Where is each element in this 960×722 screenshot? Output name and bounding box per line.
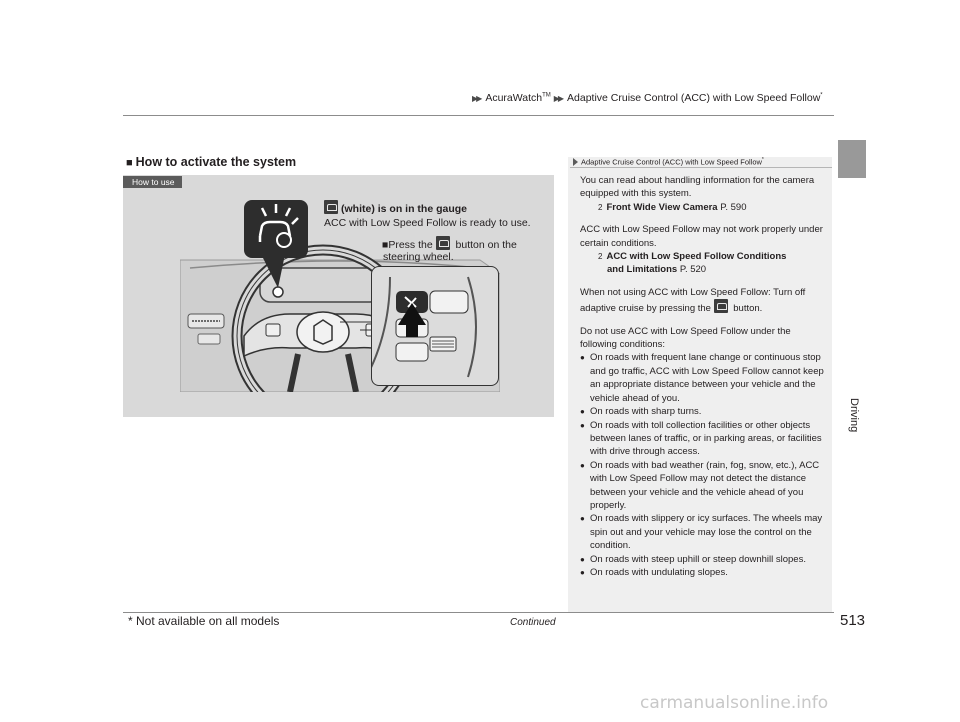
watermark: carmanualsonline.info [640,693,829,713]
section-square-icon: ■ [126,157,133,169]
reference-arrow-icon: 2 [598,202,603,212]
note-p3-after: button. [733,303,763,315]
list-item: ● On roads with steep uphill or steep downhill slopes. [580,553,828,566]
note-heading-text: Adaptive Cruise Control (ACC) with Low Speed Follow [581,157,762,167]
footnote: * Not available on all models [128,614,280,628]
list-item: ● On roads with toll collection facilities or other objects between lanes of traffic, or in parking areas, or facilities with drive through access. [580,419,828,459]
list-item: ● On roads with undulating slopes. [580,566,828,579]
note-p3-before: When not using ACC with Low Speed Follow: Turn off adaptive cruise by pressing the [580,286,806,315]
gauge-indicator-note [324,200,531,230]
gauge-note-line-2: ACC with Low Speed Follow is ready to use. [324,217,531,229]
acc-indicator-icon [324,200,338,214]
ref-title[interactable]: ACC with Low Speed Follow Conditions [606,251,787,263]
note-paragraph-3 [580,286,828,316]
note-paragraph-1 [580,174,828,214]
section-title-text: How to activate the system [135,155,297,169]
note-body [580,174,828,579]
list-item: ● On roads with sharp turns. [580,405,828,418]
ref-acc-conditions[interactable] [580,250,828,263]
ref-acc-conditions-cont[interactable] [580,263,828,276]
note-heading [573,157,764,167]
page-number: 513 [840,612,866,629]
ref-page[interactable]: P. 520 [679,264,707,276]
note-heading-divider [570,167,832,168]
breadcrumb-item-acc[interactable]: Adaptive Cruise Control (ACC) with Low Speed Follow [567,92,821,104]
section-title [126,155,296,169]
ref-title-cont[interactable]: and Limitations [607,264,678,276]
breadcrumb-arrow-icon: ▶▶ [553,94,563,103]
gauge-note-bold: (white) is on in the gauge [341,203,467,215]
breadcrumb-item-acurawatch[interactable]: AcuraWatch [485,92,543,104]
footer-divider [123,612,834,613]
list-item: ● On roads with bad weather (rain, fog, snow, etc.), ACC with Low Speed Follow may not detect the distance between your vehicle and the vehicle ahead of you properly. [580,459,828,513]
list-item: ● On roads with slippery or icy surfaces. The wheels may spin out and your vehicle may lose the control on the condition. [580,512,828,552]
chapter-tab-label: Driving [848,398,860,433]
acc-button-inset [371,266,499,386]
press-note-before: Press the [388,239,433,251]
note-p1-text: You can read about handling information for the camera equipped with this system. [580,175,815,200]
press-note-square: ■ [382,239,389,251]
press-note-line-1 [382,236,517,251]
note-paragraph-4: Do not use ACC with Low Speed Follow under the following conditions: [580,325,791,351]
condition-list [580,351,828,579]
trademark-mark: TM [542,92,551,99]
ref-title[interactable]: Front Wide View Camera [606,201,718,213]
note-p2-text: ACC with Low Speed Follow may not work properly under certain conditions. [580,224,823,249]
gauge-note-line-1 [324,200,531,216]
how-to-use-tag: How to use [123,176,182,188]
note-asterisk: * [761,157,764,163]
chapter-tab-marker [838,140,866,178]
press-note-after: button on the [455,239,517,251]
press-note-line-2: steering wheel. [383,251,454,263]
acc-button-closeup [372,267,498,385]
ref-page[interactable]: P. 590 [720,201,747,213]
acc-button-icon [714,299,728,313]
press-button-note [382,236,517,263]
header-divider [123,115,834,116]
breadcrumb [472,92,823,104]
asterisk-mark: * [820,92,823,99]
breadcrumb-arrow-icon: ▶▶ [472,94,481,103]
ref-front-wide-view-camera[interactable] [580,201,828,214]
continued-label: Continued [510,617,556,628]
acc-button-icon [436,236,450,250]
reference-arrow-icon: 2 [598,252,603,262]
note-arrow-icon [573,158,578,166]
list-item: ● On roads with frequent lane change or continuous stop and go traffic, ACC with Low Speed Follow cannot keep an appropriate distance between your vehicle and the vehicle ahead of you. [580,351,828,405]
note-paragraph-2 [580,223,828,277]
